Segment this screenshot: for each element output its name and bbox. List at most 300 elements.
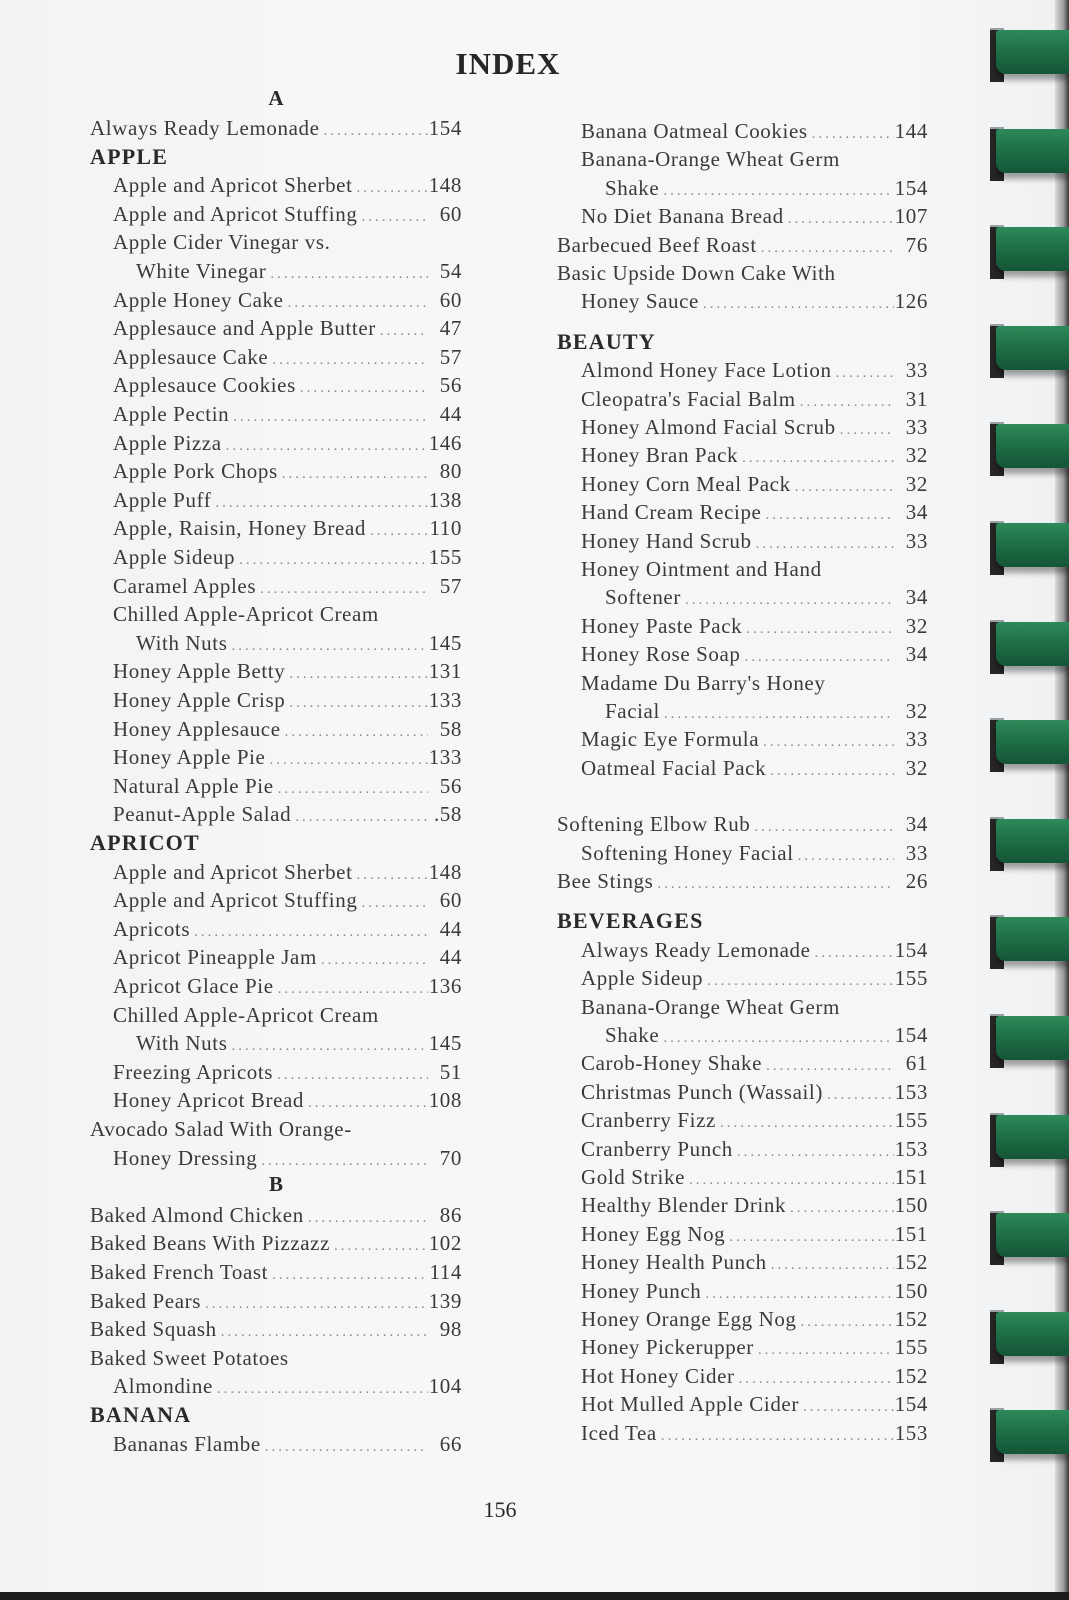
dot-leader: [808, 120, 894, 148]
index-entry-title: Cranberry Fizz: [581, 1108, 716, 1133]
index-entry-title: Applesauce Cookies: [113, 373, 296, 398]
index-entry: [581, 1333, 928, 1361]
index-entry-page: 76: [905, 232, 928, 257]
dot-leader: [767, 1251, 894, 1279]
spiral-coil: [990, 1014, 1069, 1062]
index-entry: [113, 1086, 462, 1114]
dot-leader: [757, 234, 894, 262]
index-entry: [113, 1430, 462, 1458]
index-entry-title: Honey Health Punch: [581, 1250, 767, 1275]
index-entry: [90, 1315, 462, 1343]
index-entry-page: 33: [905, 840, 928, 865]
index-entry-page: 152: [894, 1363, 928, 1388]
index-entry-title: Chilled Apple-Apricot Cream: [113, 1002, 379, 1027]
dot-leader: [752, 530, 894, 558]
index-entry: [113, 314, 462, 342]
index-entry: [113, 200, 462, 228]
index-entry-page: 138: [428, 487, 462, 512]
index-entry: [113, 886, 462, 914]
dot-leader: [201, 1290, 428, 1318]
index-entry-page: 34: [905, 642, 928, 667]
dot-leader: [762, 1052, 894, 1080]
index-entry-page: 114: [429, 1260, 462, 1284]
dot-leader: [217, 1318, 428, 1346]
index-category-heading: APRICOT: [90, 830, 200, 855]
index-entry-page: 47: [439, 316, 462, 341]
index-category-heading: BANANA: [90, 1402, 192, 1427]
index-entry: [605, 697, 928, 725]
index-entry-page: 70: [439, 1145, 462, 1170]
dot-leader: [794, 842, 894, 870]
index-entry-page: 32: [905, 443, 928, 468]
index-entry-title: Bee Stings: [557, 869, 654, 893]
index-entry-page: 153: [894, 1420, 928, 1445]
dot-leader: [832, 359, 894, 387]
index-entry-page: 102: [428, 1231, 462, 1256]
spiral-coil: [990, 817, 1069, 865]
index-entry: [113, 1144, 462, 1172]
index-entry-title: Healthy Blender Drink: [581, 1193, 787, 1218]
index-entry-title: Iced Tea: [581, 1420, 657, 1445]
index-entry: [581, 936, 928, 964]
index-entry: [113, 572, 462, 600]
dot-leader: [733, 1138, 894, 1166]
dot-leader: [274, 975, 428, 1003]
dot-leader: [304, 1089, 428, 1117]
index-entry-title: Peanut-Apple Salad: [113, 802, 292, 827]
index-entry-page: 33: [905, 727, 928, 752]
index-entry-page: 152: [894, 1250, 928, 1275]
index-entry: [113, 972, 462, 1000]
index-entry: [605, 583, 928, 611]
dot-leader: [681, 586, 894, 614]
index-entry-page: 139: [428, 1288, 462, 1313]
index-entry-title: Honey Ointment and Hand: [581, 557, 822, 581]
index-entry: [581, 754, 928, 782]
index-entry-page: 151: [894, 1221, 928, 1246]
index-entry: [113, 343, 462, 371]
index-entry-title: Apple and Apricot Stuffing: [113, 888, 358, 913]
index-entry: [90, 1287, 462, 1315]
dot-leader: [653, 870, 894, 898]
index-entry-page: 86: [439, 1202, 462, 1227]
index-entry-title: Baked French Toast: [90, 1260, 269, 1284]
coil-band: [996, 622, 1069, 666]
index-entry: [90, 1229, 462, 1257]
dot-leader: [366, 517, 428, 545]
dot-leader: [265, 746, 428, 774]
index-entry: [581, 669, 928, 697]
index-entry-page: 57: [439, 573, 462, 598]
index-entry: [113, 943, 462, 971]
index-entry: [113, 858, 462, 886]
index-entry: [581, 725, 928, 753]
index-entry-page: 60: [439, 287, 462, 312]
index-entry-title: Honey Punch: [581, 1278, 702, 1303]
index-entry-page: 155: [894, 966, 928, 991]
dot-leader: [353, 174, 428, 202]
index-entry-page: 145: [428, 1031, 462, 1056]
dot-leader: [703, 967, 894, 995]
dot-leader: [741, 643, 895, 671]
dot-leader: [797, 1308, 894, 1336]
index-entry: [113, 457, 462, 485]
dot-leader: [660, 700, 894, 728]
index-entry-page: 54: [439, 259, 462, 283]
index-letter-divider: A: [268, 86, 284, 110]
spiral-coil: [990, 521, 1069, 569]
dot-leader: [742, 615, 894, 643]
index-entry: [113, 286, 462, 314]
index-entry-title: Madame Du Barry's Honey: [581, 670, 826, 695]
index-entry-title: Banana-Orange Wheat Germ: [581, 994, 840, 1019]
index-entry-page: 51: [439, 1059, 462, 1084]
dot-leader: [296, 374, 428, 402]
index-entry: [581, 385, 928, 413]
dot-leader: [320, 117, 428, 145]
index-entry-page: 34: [905, 500, 928, 525]
index-entry-title: Apple Honey Cake: [113, 287, 284, 312]
index-entry-title: Banana Oatmeal Cookies: [581, 119, 808, 143]
index-entry: [581, 1135, 928, 1163]
index-entry: [581, 470, 928, 498]
index-entry-title: Gold Strike: [581, 1165, 686, 1189]
index-entry: [581, 498, 928, 526]
coil-band: [996, 424, 1069, 468]
index-entry-title: White Vinegar: [136, 259, 267, 283]
index-entry: [581, 145, 928, 173]
index-entry: [581, 839, 928, 867]
index-entry-page: 148: [428, 859, 462, 884]
index-entry: [557, 867, 928, 895]
index-entry-page: 153: [894, 1079, 928, 1104]
index-entry: [90, 1258, 462, 1286]
dot-leader: [285, 660, 428, 688]
coil-band: [996, 326, 1069, 370]
index-entry-title: Applesauce Cake: [113, 344, 269, 369]
dot-leader: [229, 403, 428, 431]
index-entry-title: Cranberry Punch: [581, 1136, 733, 1161]
dot-leader: [317, 946, 428, 974]
index-entry-page: 60: [439, 888, 462, 913]
index-entry-title: Honey Corn Meal Pack: [581, 471, 791, 496]
page-bottom-edge: [0, 1592, 1069, 1600]
index-entry: [113, 800, 462, 828]
dot-leader: [738, 444, 894, 472]
index-entry: [557, 231, 928, 259]
index-entry-page: 152: [894, 1307, 928, 1331]
index-entry: [557, 810, 928, 838]
index-entry-page: 154: [894, 175, 928, 200]
index-entry-page: 144: [894, 119, 928, 143]
index-entry-title: Honey Hand Scrub: [581, 528, 752, 553]
index-category-heading: BEAUTY: [557, 328, 656, 354]
dot-leader: [699, 290, 894, 318]
index-entry-page: 26: [905, 869, 928, 893]
index-entry-title: Apple Pork Chops: [113, 459, 278, 484]
dot-leader: [268, 346, 428, 374]
dot-leader: [304, 1204, 428, 1232]
dot-leader: [357, 203, 428, 231]
dot-leader: [284, 289, 428, 317]
index-entry-title: Shake: [605, 1023, 660, 1047]
index-entry: [113, 486, 462, 514]
index-entry-page: 155: [428, 545, 462, 569]
spiral-coil: [990, 324, 1069, 372]
index-entry-title: Oatmeal Facial Pack: [581, 755, 767, 780]
index-entry-page: 110: [429, 516, 462, 541]
index-entry-page: 150: [894, 1278, 928, 1303]
index-entry-title: Honey Paste Pack: [581, 613, 743, 638]
index-entry-page: 60: [439, 201, 462, 226]
spiral-coil: [990, 915, 1069, 963]
index-entry: [113, 371, 462, 399]
index-entry-page: 155: [894, 1335, 928, 1360]
coil-band: [996, 129, 1069, 173]
dot-leader: [786, 1194, 894, 1222]
index-entry-page: 155: [894, 1108, 928, 1133]
index-entry-title: Baked Pears: [90, 1288, 201, 1313]
index-entry-title: Almond Honey Face Lotion: [581, 358, 832, 383]
coil-band: [996, 1213, 1069, 1257]
index-entry: [581, 612, 928, 640]
index-entry-title: Baked Squash: [90, 1317, 217, 1342]
index-letter-divider: B: [268, 1172, 283, 1197]
index-entry-page: 44: [439, 402, 462, 426]
index-entry-title: Hot Honey Cider: [581, 1363, 735, 1388]
index-entry-page: 133: [428, 745, 462, 770]
index-entry-title: Honey Dressing: [113, 1145, 258, 1170]
coil-band: [996, 227, 1069, 271]
index-entry-title: Hand Cream Recipe: [581, 500, 762, 525]
index-entry: [113, 429, 462, 457]
index-entry-title: Apricots: [113, 916, 191, 941]
dot-leader: [330, 1232, 428, 1260]
index-entry: [136, 257, 462, 285]
index-entry-page: 32: [905, 613, 928, 638]
index-entry-title: Honey Rose Soap: [581, 642, 741, 667]
index-entry-page: 32: [905, 471, 928, 496]
index-entry: [581, 1163, 928, 1191]
index-entry-title: Baked Almond Chicken: [90, 1202, 304, 1227]
index-entry-title: Honey Almond Facial Scrub: [581, 415, 836, 439]
index-entry-page: 108: [428, 1088, 462, 1113]
index-entry-title: Magic Eye Formula: [581, 727, 760, 752]
dot-leader: [761, 501, 894, 529]
index-entry: [581, 1106, 928, 1134]
index-entry-title: Apple Sideup: [113, 545, 236, 569]
dot-leader: [211, 489, 428, 517]
index-entry-title: Softening Elbow Rub: [557, 812, 751, 837]
dot-leader: [766, 757, 894, 785]
index-entry-title: With Nuts: [136, 630, 228, 655]
index-category-heading: APPLE: [90, 143, 169, 169]
index-entry: [581, 1049, 928, 1077]
dot-leader: [716, 1109, 894, 1137]
dot-leader: [701, 1280, 894, 1308]
spiral-coil: [990, 1310, 1069, 1358]
index-entry-title: Always Ready Lemonade: [90, 116, 320, 140]
index-entry-title: With Nuts: [136, 1031, 228, 1056]
index-entry-title: Caramel Apples: [113, 573, 257, 598]
index-entry-page: 56: [439, 773, 462, 798]
index-entry: [113, 1372, 462, 1400]
dot-leader: [759, 728, 894, 756]
spiral-coil: [990, 422, 1069, 470]
page-title: INDEX: [455, 46, 561, 81]
spiral-coil: [990, 225, 1069, 273]
index-entry-title: No Diet Banana Bread: [581, 204, 784, 229]
index-entry: [581, 555, 928, 583]
index-entry-title: Apricot Glace Pie: [113, 974, 274, 998]
dot-leader: [285, 689, 428, 717]
index-entry: [581, 441, 928, 469]
index-entry-title: Chilled Apple-Apricot Cream: [113, 602, 379, 627]
index-entry: [581, 1191, 928, 1219]
dot-leader: [227, 1032, 428, 1060]
dot-leader: [791, 473, 894, 501]
index-entry-page: 34: [905, 812, 928, 837]
index-entry-page: 58: [439, 716, 462, 741]
coil-band: [996, 1115, 1069, 1159]
index-entry-title: Apple and Apricot Sherbet: [113, 173, 353, 198]
index-entry-page: 154: [894, 937, 928, 962]
index-entry-title: Apple Cider Vinegar vs.: [113, 230, 331, 255]
dot-leader: [659, 177, 894, 205]
index-entry-page: 131: [428, 659, 462, 684]
index-entry-page: .58: [433, 802, 462, 827]
index-entry-title: Softening Honey Facial: [581, 840, 794, 865]
index-entry: [113, 514, 462, 542]
dot-leader: [659, 1024, 894, 1052]
index-entry: [581, 413, 928, 441]
index-entry-page: 61: [905, 1051, 928, 1076]
dot-leader: [256, 575, 428, 603]
index-entry-title: Hot Mulled Apple Cider: [581, 1392, 799, 1417]
index-entry-page: 145: [428, 630, 462, 655]
index-entry-title: Honey Pickerupper: [581, 1335, 754, 1360]
dot-leader: [725, 1223, 894, 1251]
index-entry: [113, 1058, 462, 1086]
index-entry-title: Always Ready Lemonade: [581, 937, 811, 962]
dot-leader: [291, 803, 428, 831]
index-entry-page: 98: [439, 1317, 462, 1342]
index-entry-title: Banana-Orange Wheat Germ: [581, 147, 840, 172]
index-entry-page: 146: [428, 430, 462, 455]
spiral-coil: [990, 620, 1069, 668]
index-entry-page: 150: [894, 1193, 928, 1218]
index-entry-title: Apple Sideup: [581, 966, 704, 991]
index-entry: [581, 356, 928, 384]
index-entry-page: 133: [428, 688, 462, 712]
dot-leader: [227, 632, 428, 660]
index-entry-title: Honey Apricot Bread: [113, 1088, 305, 1113]
index-entry: [605, 174, 928, 202]
index-entry: [581, 117, 928, 145]
dot-leader: [353, 861, 428, 889]
index-entry: [113, 743, 462, 771]
index-entry: [581, 1220, 928, 1248]
index-entry-page: 33: [905, 415, 928, 439]
index-entry-page: 154: [894, 1023, 928, 1047]
index-entry: [136, 629, 462, 657]
index-entry-title: Apple Pectin: [113, 402, 230, 426]
index-entry-title: Honey Orange Egg Nog: [581, 1307, 797, 1331]
index-entry-title: Almondine: [113, 1374, 213, 1399]
index-entry-page: 154: [428, 116, 462, 140]
index-entry: [90, 1201, 462, 1229]
dot-leader: [222, 432, 428, 460]
index-entry-page: 151: [894, 1165, 928, 1189]
index-entry-title: Honey Sauce: [581, 289, 699, 314]
index-entry: [136, 1029, 462, 1057]
coil-band: [996, 1312, 1069, 1356]
coil-band: [996, 917, 1069, 961]
page-number: 156: [483, 1497, 517, 1522]
dot-leader: [799, 1393, 894, 1421]
index-entry-page: 80: [439, 459, 462, 484]
index-entry: [581, 1078, 928, 1106]
coil-band: [996, 1016, 1069, 1060]
index-entry: [113, 715, 462, 743]
index-entry-page: 56: [439, 373, 462, 398]
index-entry: [113, 171, 462, 199]
index-entry: [90, 1115, 462, 1143]
dot-leader: [811, 939, 894, 967]
index-entry-title: Honey Apple Crisp: [113, 688, 286, 712]
index-entry-title: Apple Puff: [113, 487, 212, 512]
dot-leader: [278, 460, 428, 488]
dot-leader: [657, 1422, 894, 1450]
index-entry-title: Honey Bran Pack: [581, 443, 739, 468]
dot-leader: [266, 260, 428, 288]
dot-leader: [836, 416, 894, 444]
dot-leader: [750, 813, 894, 841]
index-entry: [581, 1248, 928, 1276]
dot-leader: [735, 1365, 894, 1393]
spiral-coil: [990, 28, 1069, 76]
index-entry-title: Apple, Raisin, Honey Bread: [113, 516, 366, 541]
dot-leader: [273, 1061, 428, 1089]
index-entry: [113, 543, 462, 571]
dot-leader: [261, 1433, 428, 1461]
dot-leader: [784, 205, 894, 233]
dot-leader: [190, 918, 428, 946]
dot-leader: [235, 546, 428, 574]
index-entry-page: 34: [905, 585, 928, 610]
spiral-coil: [990, 1408, 1069, 1456]
index-entry: [113, 915, 462, 943]
index-entry-page: 33: [905, 528, 928, 553]
index-entry: [581, 1419, 928, 1447]
index-entry-title: Baked Beans With Pizzazz: [90, 1231, 331, 1256]
index-entry-title: Honey Egg Nog: [581, 1221, 726, 1246]
index-entry: [113, 600, 462, 628]
dot-leader: [274, 775, 428, 803]
index-entry-title: Honey Applesauce: [113, 716, 281, 741]
spiral-coil: [990, 1211, 1069, 1259]
index-entry: [581, 993, 928, 1021]
index-entry-title: Apple and Apricot Stuffing: [113, 201, 358, 226]
coil-band: [996, 1410, 1069, 1454]
index-entry-title: Apricot Pineapple Jam: [113, 945, 317, 970]
index-entry: [581, 1277, 928, 1305]
index-entry-title: Natural Apple Pie: [113, 773, 274, 798]
index-entry-page: 32: [905, 699, 928, 723]
index-entry: [113, 400, 462, 428]
index-entry-page: 154: [894, 1392, 928, 1417]
index-entry: [581, 640, 928, 668]
